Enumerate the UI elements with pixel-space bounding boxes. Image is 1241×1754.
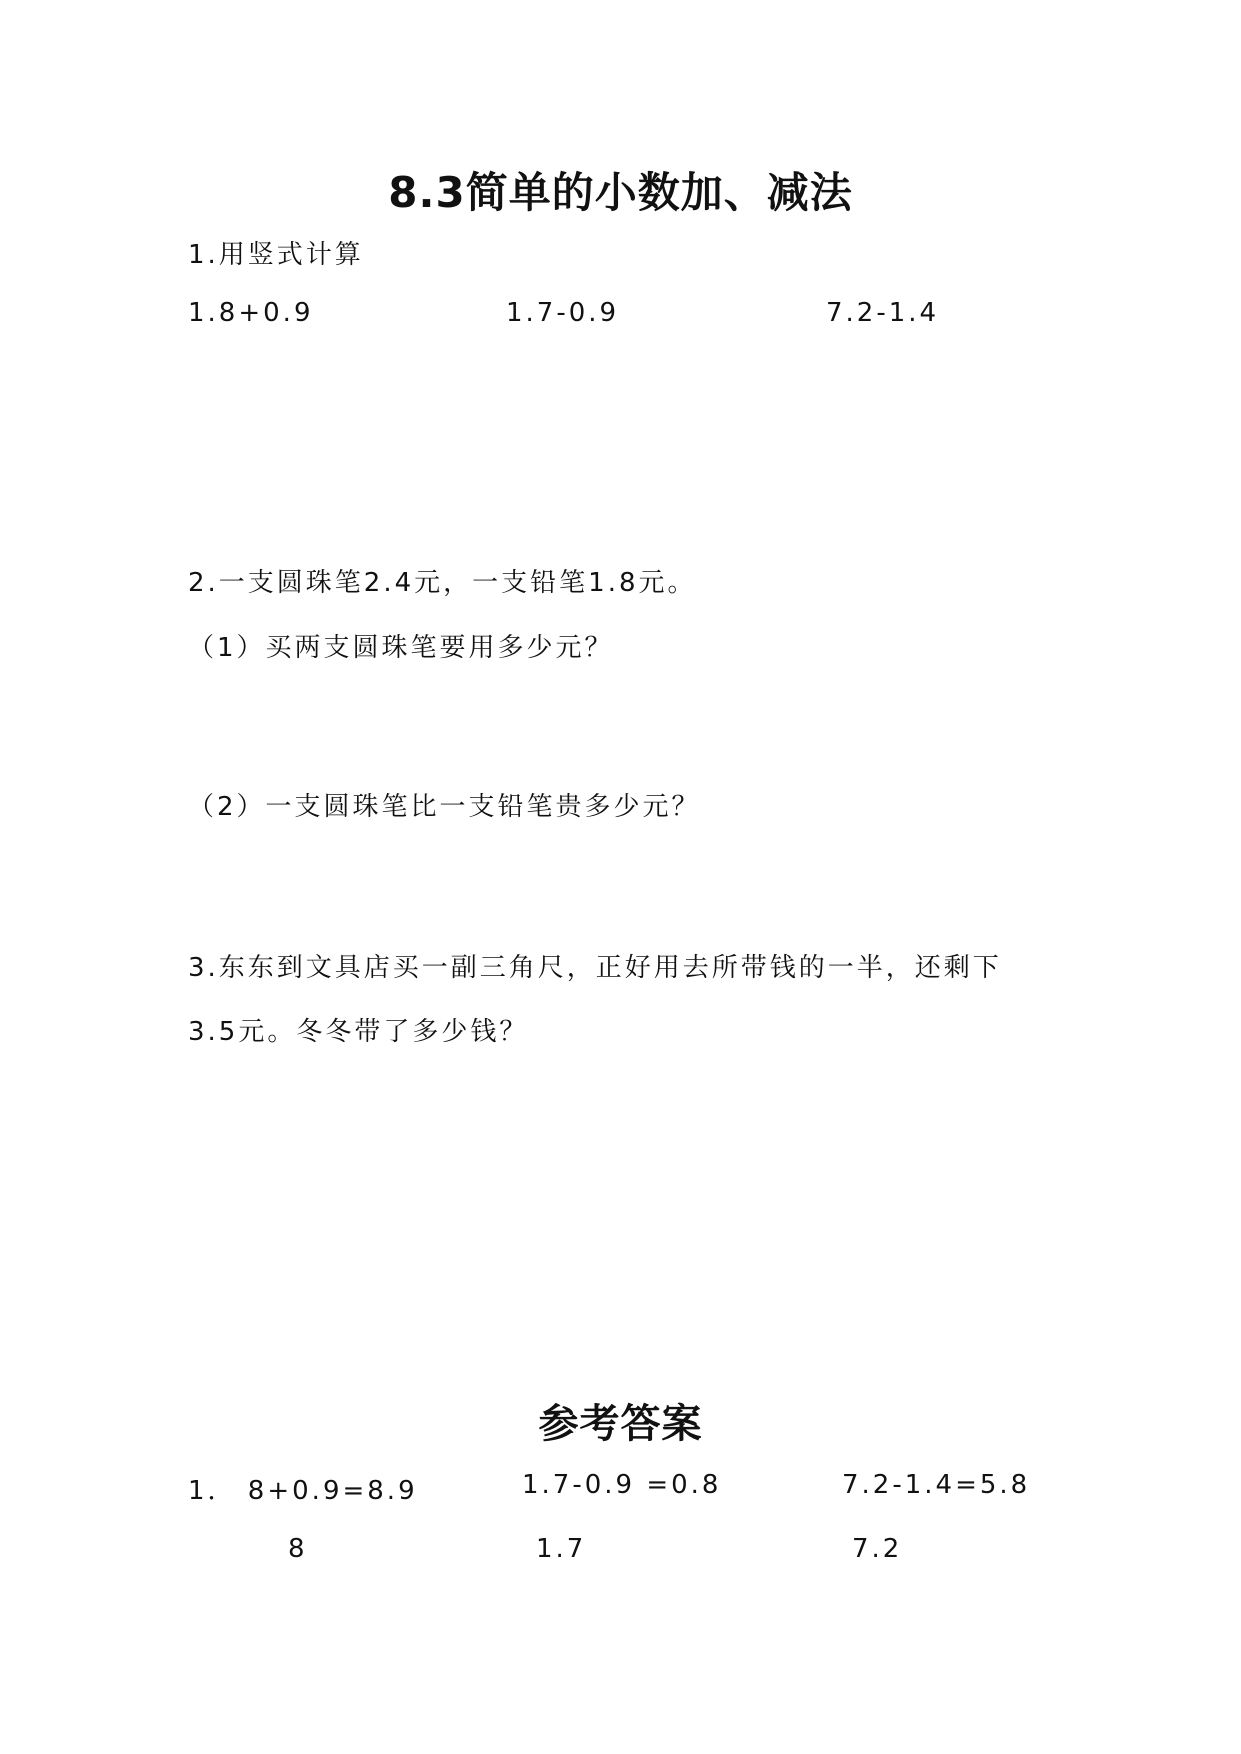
answer-1-vertical-top-2: 1.7 bbox=[536, 1534, 587, 1564]
question-2-heading: 2.一支圆珠笔2.4元，一支铅笔1.8元。 bbox=[188, 568, 697, 598]
question-1-expr-2: 1.7-0.9 bbox=[506, 298, 620, 328]
question-1-expr-3: 7.2-1.4 bbox=[826, 298, 940, 328]
question-3-line-2: 3.5元。冬冬带了多少钱？ bbox=[188, 1017, 529, 1047]
answers-title: 参考答案 bbox=[538, 1401, 703, 1447]
page-title: 8.3简单的小数加、减法 bbox=[388, 168, 853, 217]
answer-1-expr-3: 7.2-1.4=5.8 bbox=[842, 1470, 1031, 1500]
question-2-sub-1: （1）买两支圆珠笔要用多少元？ bbox=[188, 633, 614, 663]
answer-1-vertical-top-3: 7.2 bbox=[852, 1534, 903, 1564]
question-3-line-1: 3.东东到文具店买一副三角尺，正好用去所带钱的一半，还剩下 bbox=[188, 953, 1002, 983]
answer-1-expr-1: 1． 8+0.9=8.9 bbox=[188, 1476, 418, 1506]
answer-1-vertical-top-1: 8 bbox=[288, 1534, 308, 1564]
answer-1-expr-2: 1.7-0.9 =0.8 bbox=[522, 1470, 722, 1500]
question-1-heading: 1.用竖式计算 bbox=[188, 240, 364, 270]
question-2-sub-2: （2）一支圆珠笔比一支铅笔贵多少元？ bbox=[188, 792, 701, 822]
question-1-expr-1: 1.8+0.9 bbox=[188, 298, 314, 328]
